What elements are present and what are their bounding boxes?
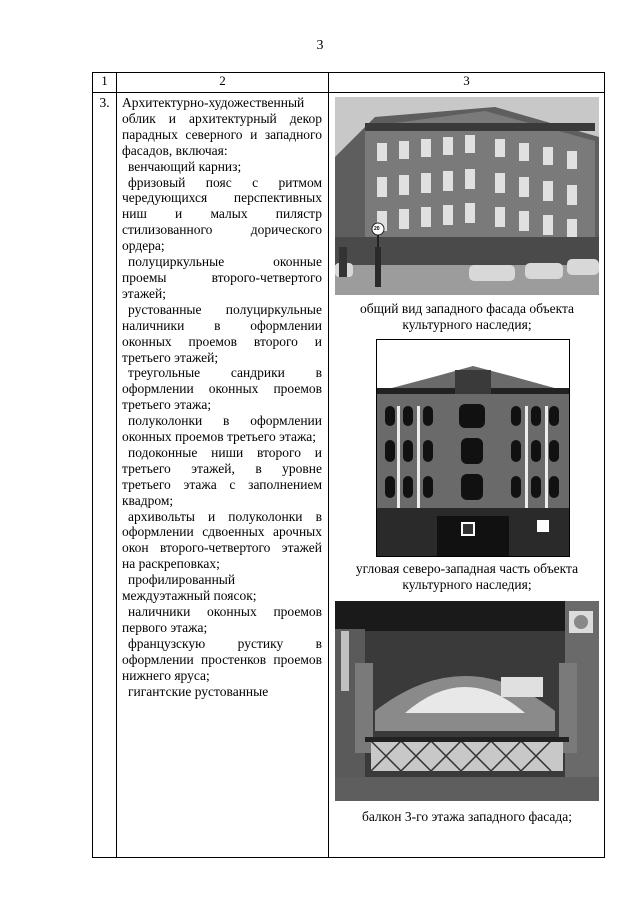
- table-row: [93, 93, 605, 858]
- photo-caption-northwest-corner: угловая северо-западная часть объекта культурного наследия;: [355, 561, 579, 592]
- row-number: 3.: [93, 93, 117, 858]
- photos-cell: [329, 93, 605, 858]
- photo-caption-balcony: балкон 3-го этажа западного фасада;: [361, 809, 573, 824]
- feature-item: полуциркульные оконные проемы второго-четвертого этажей;: [122, 254, 322, 301]
- feature-description: [122, 95, 322, 837]
- column-header-3: 3: [329, 73, 605, 93]
- road-sign-label: 20: [374, 226, 380, 232]
- feature-item: профилированный междуэтажный поясок;: [122, 572, 257, 604]
- feature-item: полуколонки в оформлении оконных проемов третьего этажа;: [122, 413, 322, 445]
- northwest-corner-photo: [376, 339, 570, 557]
- photo-caption-west-facade: общий вид западного фасада объекта культурного наследия;: [359, 301, 575, 332]
- description-intro: Архитектурно-художественный облик и архитектурный декор парадных северного и западного фасадов, включая:: [122, 95, 322, 158]
- feature-item: фризовый пояс с ритмом чередующихся перспективных ниш и малых пилястр стилизованного дорического ордера;: [122, 174, 322, 254]
- monument-features-table: [92, 72, 605, 858]
- feature-item: рустованные полуциркульные наличники в оформлении оконных проемов второго и третьего этажей;: [122, 301, 322, 365]
- balcony-photo: [335, 601, 599, 801]
- description-cell: [117, 93, 329, 858]
- page-number: 3: [316, 38, 324, 53]
- feature-item: подоконные ниши второго и третьего этажей, в уровне третьего этажа с заполнением квадром;: [122, 444, 322, 508]
- west-facade-photo: [335, 97, 599, 295]
- column-header-2: 2: [117, 73, 329, 93]
- feature-item: архивольты и полуколонки в оформлении сдвоенных арочных окон второго-четвертого этажей на раскреповках;: [122, 508, 322, 572]
- feature-item: треугольные сандрики в оформлении оконных проемов третьего этажа;: [122, 365, 322, 413]
- feature-item: гигантские рустованные: [128, 683, 269, 699]
- feature-item: венчающий карниз;: [128, 158, 242, 174]
- column-header-1: 1: [93, 73, 117, 93]
- table-header-row: [93, 73, 605, 93]
- feature-item: французскую рустику в оформлении простенков проемов нижнего яруса;: [122, 635, 322, 683]
- feature-item: наличники оконных проемов первого этажа;: [122, 604, 322, 635]
